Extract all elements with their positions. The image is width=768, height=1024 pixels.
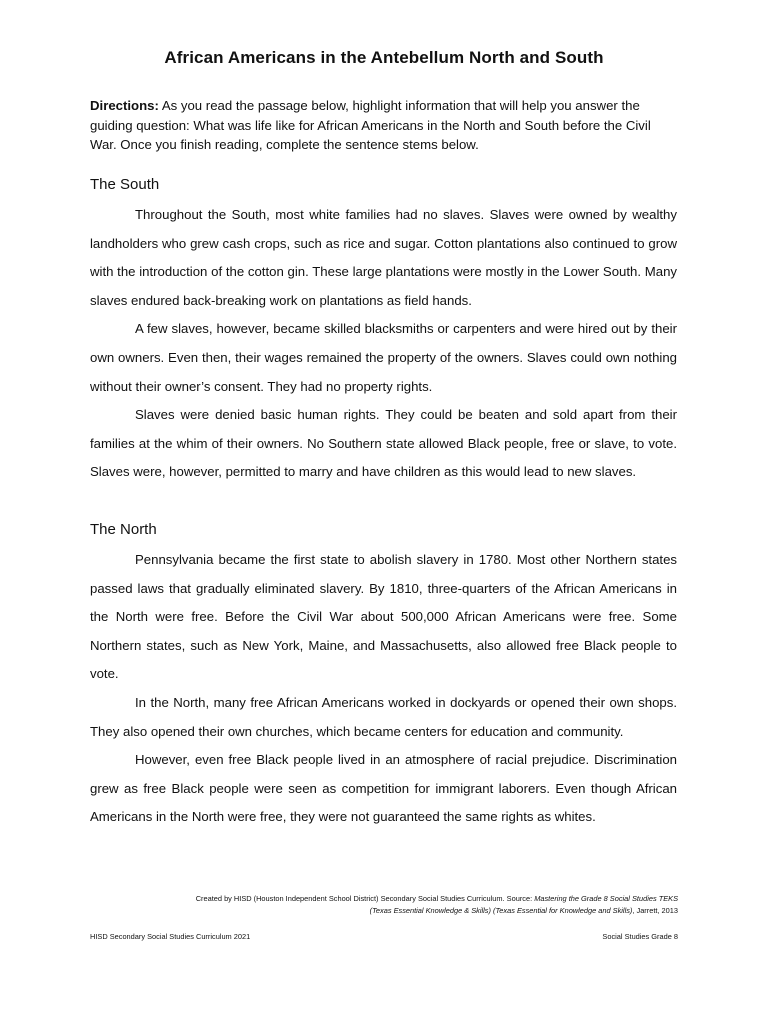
source-credit [78,893,678,917]
directions-label: Directions: [90,98,159,113]
credit-source-title: Mastering the Grade 8 Social Studies TEKS [534,894,678,903]
section-heading-south: The South [90,176,160,193]
paragraph: A few slaves, however, became skilled blacksmiths or carpenters and were hired out by their own owners. Even then, their wages remained the property of the owners. Slaves could own nothing without their owner’s consent. They had no property rights. [90,321,677,394]
paragraph: However, even free Black people lived in an atmosphere of racial prejudice. Discrimination grew as free Black people were seen as competition for immigrant laborers. Even though African Americans in the North were free, they were not guaranteed the same rights as whites. [90,752,677,825]
page-title: African Americans in the Antebellum North and South [164,48,604,67]
south-section-body [90,201,677,487]
paragraph: Pennsylvania became the first state to abolish slavery in 1780. Most other Northern states passed laws that gradually eliminated slavery. By 1810, three-quarters of the African Americans in the North were free. Before the Civil War about 500,000 African Americans were free. Some Northern states, such as New York, Maine, and Massachusetts, also allowed free Black people to vote. [90,552,677,682]
paragraph: Slaves were denied basic human rights. They could be beaten and sold apart from their families at the whim of their owners. No Southern state allowed Black people, free or slave, to vote. Slaves were, however, permitted to marry and have children as this would lead to new slaves. [90,407,677,480]
credit-text: Created by HISD (Houston Independent School District) Secondary Social Studies Curriculum. Source: [195,894,535,903]
footer-curriculum: HISD Secondary Social Studies Curriculum 2021 [90,932,251,941]
credit-source-subtitle: (Texas Essential Knowledge & Skills) (Texas Essential for Knowledge and Skills) [369,906,633,915]
credit-author: , Jarrett, 2013 [632,906,678,915]
directions [90,96,678,155]
section-heading-north: The North [90,521,157,538]
paragraph: In the North, many free African Americans worked in dockyards or opened their own shops. They also opened their own churches, which became centers for education and community. [90,694,677,739]
directions-text: As you read the passage below, highlight information that will help you answer the guiding question: What was life like for African Americans in the North and South before the Civil War. Once you finish reading, complete the sentence stems below. [90,98,651,152]
north-section-body [90,546,677,832]
paragraph: Throughout the South, most white families had no slaves. Slaves were owned by wealthy landholders who grew cash crops, such as rice and sugar. Cotton plantations also continued to grow with the introduction of the cotton gin. These large plantations were mostly in the Lower South. Many slaves endured back-breaking work on plantations as field hands. [90,207,677,308]
footer-grade: Social Studies Grade 8 [602,932,678,941]
